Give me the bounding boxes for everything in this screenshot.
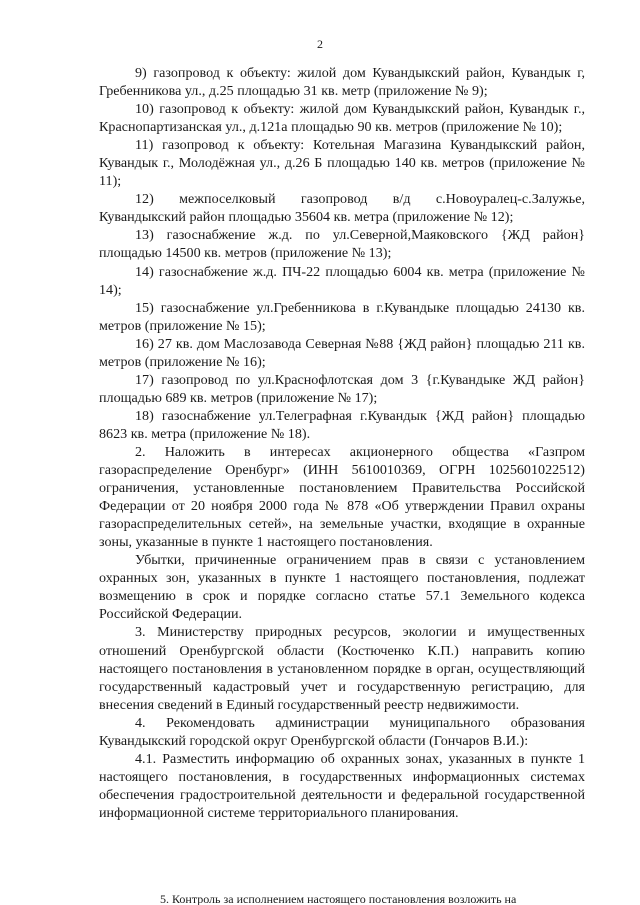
paragraph-item-18: 18) газоснабжение ул.Телеграфная г.Кувандык {ЖД район} площадью 8623 кв. метра (приложение № 18).: [99, 407, 585, 442]
paragraph-clause-4-1: 4.1. Разместить информацию об охранных зонах, указанных в пункте 1 настоящего постановления, в государственных информационных системах обеспечения градостроительной деятельности и федеральной государственной информационной системе территориального планирования.: [99, 750, 585, 821]
paragraph-item-12: 12) межпоселковый газопровод в/д с.Новоуралец-с.Залужье, Кувандыкский район площадью 35604 кв. метра (приложение № 12);: [99, 191, 585, 226]
paragraph-clause-3: 3. Министерству природных ресурсов, экологии и имущественных отношений Оренбургской области (Костюченко К.П.) направить копию настоящего постановления в установленном порядке в орган, осуществляющий государственный кадастровый учет и государственную регистрацию, для внесения сведений в Единый государственный реестр недвижимости.: [99, 624, 585, 713]
paragraph-item-11: 11) газопровод к объекту: Котельная Магазина Кувандыкский район, Кувандык г., Молодёжная ул., д.26 Б площадью 140 кв. метров (приложение № 11);: [99, 137, 585, 190]
paragraph-item-16: 16) 27 кв. дом Маслозавода Северная №88 {ЖД район} площадью 211 кв. метров (приложение № 16);: [99, 335, 585, 370]
paragraph-item-14: 14) газоснабжение ж.д. ПЧ-22 площадью 6004 кв. метра (приложение № 14);: [99, 263, 585, 298]
paragraph-item-10: 10) газопровод к объекту: жилой дом Кувандыкский район, Кувандык г., Краснопартизанская ул., д.121а площадью 90 кв. метров (приложение № 10);: [99, 101, 585, 136]
paragraph-damages: Убытки, причиненные ограничением прав в связи с установлением охранных зон, указанных в пункте 1 настоящего постановления, подлежат возмещению в срок и порядке согласно статье 57.1 Земельного кодекса Российской Федерации.: [99, 552, 585, 623]
paragraph-clause-4: 4. Рекомендовать администрации муниципального образования Кувандыкский городской округ Оренбургской области (Гончаров В.И.):: [99, 714, 585, 749]
paragraph-item-9: 9) газопровод к объекту: жилой дом Кувандыкский район, Кувандык г, Гребенникова ул., д.25 площадью 31 кв. метр (приложение № 9);: [99, 65, 585, 100]
document-body: [99, 64, 585, 822]
page-number: 2: [317, 37, 323, 51]
cut-off-next-line: 5. Контроль за исполнением настоящего постановления возложить на: [160, 893, 517, 905]
paragraph-item-15: 15) газоснабжение ул.Гребенникова в г.Кувандыке площадью 24130 кв. метров (приложение № 15);: [99, 299, 585, 334]
paragraph-clause-2: 2. Наложить в интересах акционерного общества «Газпром газораспределение Оренбург» (ИНН 5610010369, ОГРН 1025601022512) ограничения, установленные постановлением Правительства Российской Федерации от 20 ноября 2000 года № 878 «Об утверждении Правил охраны газораспределительных сетей», на земельные участки, входящие в охранные зоны, указанные в пункте 1 настоящего постановления.: [99, 443, 585, 551]
paragraph-item-13: 13) газоснабжение ж.д. по ул.Северной,Маяковского {ЖД район} площадью 14500 кв. метров (приложение № 13);: [99, 227, 585, 262]
paragraph-item-17: 17) газопровод по ул.Краснофлотская дом 3 {г.Кувандыке ЖД район} площадью 689 кв. метров (приложение № 17);: [99, 371, 585, 406]
